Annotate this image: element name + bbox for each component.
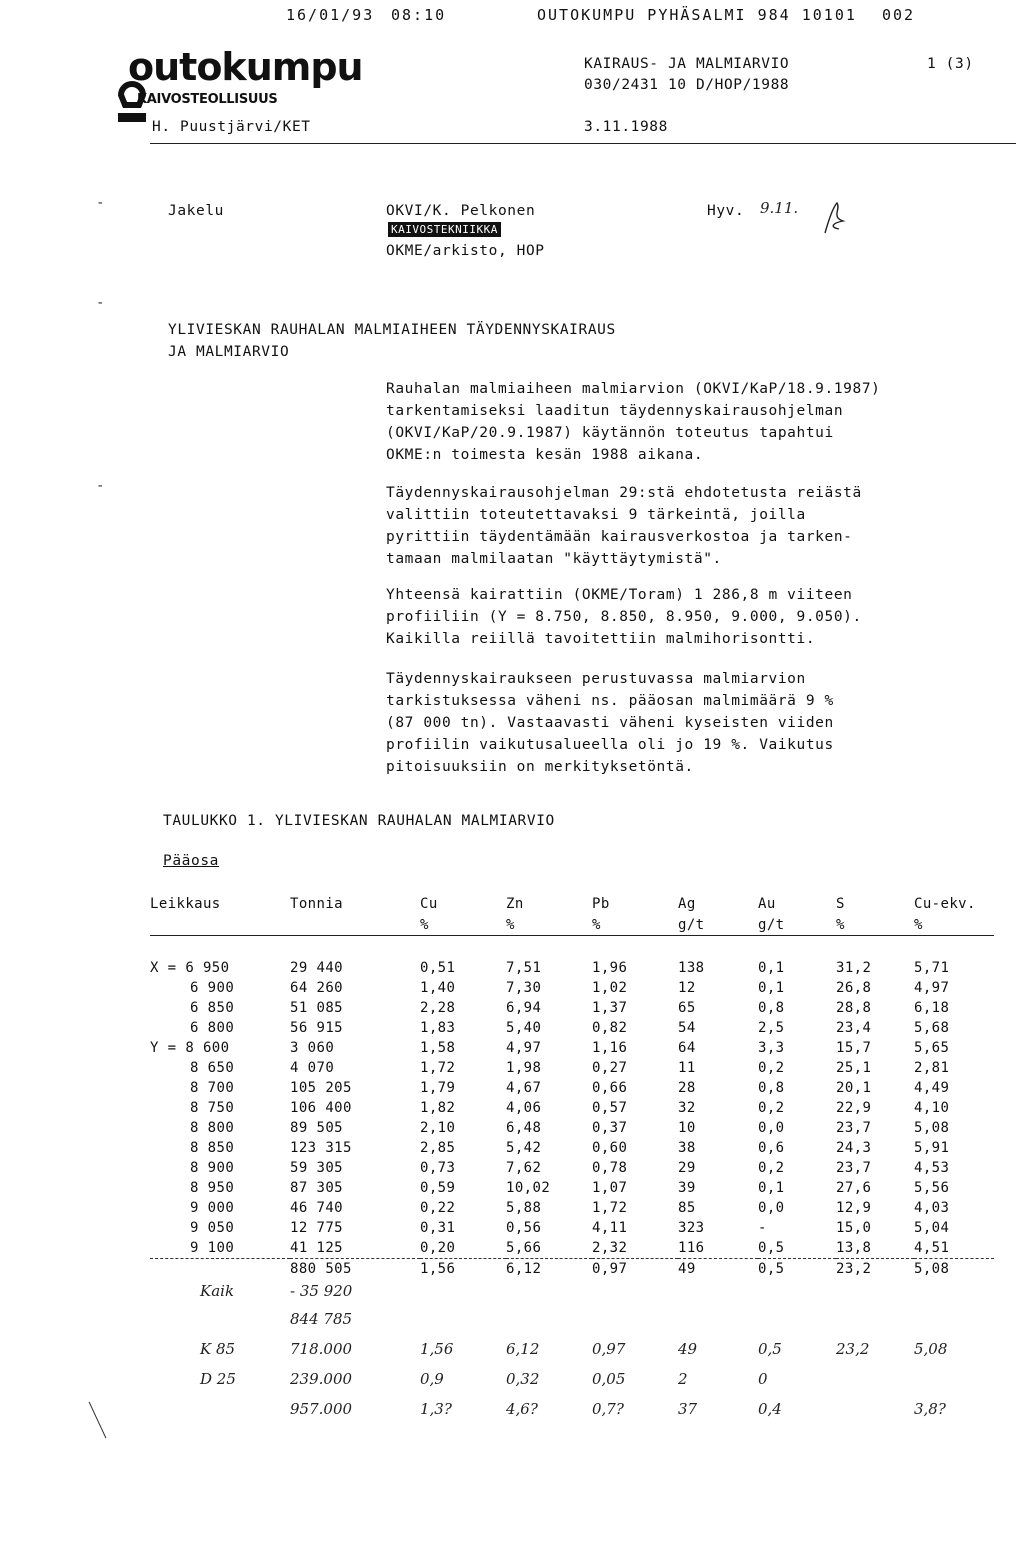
table-cell: 26,8: [836, 980, 872, 996]
table-cell: 23,7: [836, 1160, 872, 1176]
table-row: [150, 1138, 994, 1158]
handwritten-cell: 3,8?: [914, 1400, 946, 1418]
department-stamp: KAIVOSTEKNIIKKA: [388, 222, 501, 237]
main-heading-line2: JA MALMIARVIO: [168, 344, 290, 360]
doc-date: 3.11.1988: [584, 119, 668, 135]
distribution-archive: OKME/arkisto, HOP: [386, 243, 545, 259]
table-cell: 0,0: [758, 1120, 785, 1136]
table-cell: 59 305: [290, 1160, 343, 1176]
col-header: Leikkaus: [150, 895, 221, 912]
table-row: [150, 1078, 994, 1098]
distribution-label: Jakelu: [168, 203, 224, 219]
table-cell: 0,1: [758, 1180, 785, 1196]
table-cell: 85: [678, 1200, 696, 1216]
handwritten-cell: - 35 920: [290, 1282, 353, 1300]
table-cell: 1,40: [420, 980, 456, 996]
table-cell: 0,82: [592, 1020, 628, 1036]
table-cell: 0,5: [758, 1240, 785, 1256]
handwritten-cell: 0,5: [758, 1340, 782, 1358]
table-cell: 12: [678, 980, 696, 996]
table-cell: 22,9: [836, 1100, 872, 1116]
table-cell: Y = 8 600: [150, 1040, 230, 1056]
table-cell: 4,11: [592, 1220, 628, 1236]
table-cell: 1,58: [420, 1040, 456, 1056]
table-cell: 65: [678, 1000, 696, 1016]
table-cell: X = 6 950: [150, 960, 230, 976]
table-cell: 6,18: [914, 1000, 950, 1016]
table-cell: 38: [678, 1140, 696, 1156]
table-cell: 0,22: [420, 1200, 456, 1216]
handwritten-cell: 957.000: [290, 1400, 353, 1418]
table-cell: 0,51: [420, 960, 456, 976]
table-cell: 2,81: [914, 1060, 950, 1076]
ore-table: [150, 893, 994, 1279]
table-cell: 2,85: [420, 1140, 456, 1156]
margin-mark: -: [96, 478, 105, 494]
logo-division: KAIVOSTEOLLISUUS: [137, 92, 278, 107]
doc-title: KAIRAUS- JA MALMIARVIO: [584, 56, 790, 72]
col-header: S: [836, 895, 845, 912]
handwritten-cell: 37: [678, 1400, 698, 1418]
paragraph-4: Täydennyskairaukseen perustuvassa malmiarvion tarkistuksessa väheni ns. pääosan malmimäärä 9 % (87 000 tn). Vastaavasti väheni kyseisten viiden profiilin vaikutusalueella oli jo 19 %. Vaikutus pitoisuuksiin on merkityksetöntä.: [386, 671, 834, 775]
table-caption: TAULUKKO 1. YLIVIESKAN RAUHALAN MALMIARVIO: [163, 813, 555, 829]
table-row: [150, 998, 994, 1018]
table-cell: 4,67: [506, 1080, 542, 1096]
paragraph-1: Rauhalan malmiaiheen malmiarvion (OKVI/KaP/18.9.1987) tarkentamiseksi laaditun täydennyskairausohjelman (OKVI/KaP/20.9.1987) käytännön toteutus tapahtui OKME:n toimesta kesän 1988 aikana.: [386, 381, 881, 463]
table-cell: 11: [678, 1060, 696, 1076]
table-cell: 0,2: [758, 1160, 785, 1176]
table-cell: 24,3: [836, 1140, 872, 1156]
col-header: Cu-ekv.: [914, 895, 976, 912]
table-cell: 15,7: [836, 1040, 872, 1056]
table-cell: 0,60: [592, 1140, 628, 1156]
table-cell: 8 650: [190, 1060, 235, 1076]
handwritten-cell: 0: [758, 1370, 768, 1388]
table-cell: 0,59: [420, 1180, 456, 1196]
table-row: [150, 1218, 994, 1238]
table-cell: 4,53: [914, 1160, 950, 1176]
col-header: Tonnia: [290, 895, 343, 912]
doc-author: H. Puustjärvi/KET: [152, 119, 311, 135]
fax-date: 16/01/93: [286, 6, 375, 24]
table-cell: 5,08: [914, 1120, 950, 1136]
col-header: Pb: [592, 895, 610, 912]
table-cell: -: [758, 1220, 767, 1236]
table-cell: 28: [678, 1080, 696, 1096]
table-cell: 106 400: [290, 1100, 352, 1116]
table-cell: 28,8: [836, 1000, 872, 1016]
table-cell: 0,78: [592, 1160, 628, 1176]
table-cell: 54: [678, 1020, 696, 1036]
table-cell: 12 775: [290, 1220, 343, 1236]
handwritten-cell: 0,05: [592, 1370, 626, 1388]
table-cell: 9 000: [190, 1200, 235, 1216]
table-cell: 4,10: [914, 1100, 950, 1116]
handwritten-cell: 6,12: [506, 1340, 540, 1358]
table-cell: 39: [678, 1180, 696, 1196]
handwritten-cell: 844 785: [290, 1310, 353, 1328]
table-cell: 41 125: [290, 1240, 343, 1256]
table-cell: 10,02: [506, 1180, 551, 1196]
table-row: [150, 1238, 994, 1259]
table-cell: 4,06: [506, 1100, 542, 1116]
table-row: [150, 978, 994, 998]
table-cell: 5,91: [914, 1140, 950, 1156]
table-cell: 6 800: [190, 1020, 235, 1036]
table-row: [150, 1018, 994, 1038]
table-cell: 1,79: [420, 1080, 456, 1096]
table-cell: 20,1: [836, 1080, 872, 1096]
handwritten-cell: 239.000: [290, 1370, 353, 1388]
table-cell: 0,2: [758, 1100, 785, 1116]
table-cell: 6,48: [506, 1120, 542, 1136]
table-cell: 5,40: [506, 1020, 542, 1036]
table-cell: 0,37: [592, 1120, 628, 1136]
table-cell: 2,10: [420, 1120, 456, 1136]
table-cell: 46 740: [290, 1200, 343, 1216]
table-cell: 0,8: [758, 1080, 785, 1096]
table-row: [150, 1158, 994, 1178]
table-cell: 12,9: [836, 1200, 872, 1216]
table-cell: 323: [678, 1220, 705, 1236]
table-cell: 51 085: [290, 1000, 343, 1016]
col-header: Zn: [506, 895, 524, 912]
table-cell: 1,07: [592, 1180, 628, 1196]
paragraph-2: Täydennyskairausohjelman 29:stä ehdotetusta reiästä valittiin toteutettavaksi 9 tärkeintä, joilla pyrittiin täydentämään kairausverkostoa ja tarken- tamaan malmilaatan "käyttäytymistä".: [386, 485, 862, 567]
main-heading-line1: YLIVIESKAN RAUHALAN MALMIAIHEEN TÄYDENNYSKAIRAUS: [168, 322, 616, 338]
table-cell: 4,97: [506, 1040, 542, 1056]
outokumpu-logo-icon: [98, 56, 128, 104]
handwritten-cell: 2: [678, 1370, 688, 1388]
table-cell: 9 100: [190, 1240, 235, 1256]
table-cell: 4,49: [914, 1080, 950, 1096]
table-cell: 89 505: [290, 1120, 343, 1136]
table-cell: 2,32: [592, 1240, 628, 1256]
table-cell: 5,68: [914, 1020, 950, 1036]
table-row: [150, 1178, 994, 1198]
signature-icon: [800, 180, 849, 243]
table-cell: 4,51: [914, 1240, 950, 1256]
handwritten-cell: 0,7?: [592, 1400, 624, 1418]
handwritten-cell: 49: [678, 1340, 698, 1358]
table-cell: 123 315: [290, 1140, 352, 1156]
doc-reference: 030/2431 10 D/HOP/1988: [584, 77, 790, 93]
table-cell: 2,5: [758, 1020, 785, 1036]
table-cell: 7,30: [506, 980, 542, 996]
table-row: [150, 936, 994, 979]
col-header: Ag: [678, 895, 696, 912]
table-cell: 138: [678, 960, 705, 976]
table-cell: 5,56: [914, 1180, 950, 1196]
table-cell: 1,72: [592, 1200, 628, 1216]
table-cell: 4,03: [914, 1200, 950, 1216]
handwritten-cell: 0,9: [420, 1370, 444, 1388]
table-cell: 29 440: [290, 960, 343, 976]
table-header-row: [150, 893, 994, 914]
table-cell: 1,72: [420, 1060, 456, 1076]
logo-wordmark: outokumpu: [128, 45, 363, 89]
handwritten-cell: 23,2: [836, 1340, 870, 1358]
table-cell: 5,66: [506, 1240, 542, 1256]
col-header: Cu: [420, 895, 438, 912]
table-cell: 4 070: [290, 1060, 335, 1076]
table-cell: 5,42: [506, 1140, 542, 1156]
handwritten-cell: 0,32: [506, 1370, 540, 1388]
table-cell: 0,73: [420, 1160, 456, 1176]
table-cell: 0,56: [506, 1220, 542, 1236]
handwritten-cell: 718.000: [290, 1340, 353, 1358]
approval-label: Hyv.: [707, 203, 745, 219]
table-cell: 25,1: [836, 1060, 872, 1076]
table-row: [150, 1038, 994, 1058]
table-cell: 32: [678, 1100, 696, 1116]
table-cell: 5,04: [914, 1220, 950, 1236]
table-cell: 9 050: [190, 1220, 235, 1236]
table-cell: 7,51: [506, 960, 542, 976]
table-cell: 8 850: [190, 1140, 235, 1156]
handwritten-cell: 1,3?: [420, 1400, 452, 1418]
table-cell: 31,2: [836, 960, 872, 976]
col-header: Au: [758, 895, 776, 912]
table-cell: 8 950: [190, 1180, 235, 1196]
table-cell: 0,1: [758, 960, 785, 976]
table-cell: 105 205: [290, 1080, 352, 1096]
table-cell: 1,98: [506, 1060, 542, 1076]
table-cell: 10: [678, 1120, 696, 1136]
table-row: [150, 1098, 994, 1118]
handwritten-cell: 0,4: [758, 1400, 782, 1418]
table-cell: 1,96: [592, 960, 628, 976]
fax-sender: OUTOKUMPU PYHÄSALMI 984 10101: [537, 6, 857, 24]
table-body: [150, 936, 994, 1259]
margin-mark: -: [96, 195, 105, 211]
table-cell: 23,4: [836, 1020, 872, 1036]
table-cell: 87 305: [290, 1180, 343, 1196]
header-rule: [150, 143, 1016, 144]
margin-line: [89, 1402, 107, 1439]
table-cell: 64 260: [290, 980, 343, 996]
table-cell: 116: [678, 1240, 705, 1256]
table-cell: 0,2: [758, 1060, 785, 1076]
handwritten-cell: D 25: [200, 1370, 236, 1388]
table-cell: 1,16: [592, 1040, 628, 1056]
table-cell: 27,6: [836, 1180, 872, 1196]
table-cell: 6 850: [190, 1000, 235, 1016]
table-cell: 1,02: [592, 980, 628, 996]
handwritten-cell: Kaik: [200, 1282, 235, 1300]
table-cell: 0,31: [420, 1220, 456, 1236]
table-cell: 0,66: [592, 1080, 628, 1096]
table-cell: 6,94: [506, 1000, 542, 1016]
table-cell: 0,20: [420, 1240, 456, 1256]
table-row: [150, 1058, 994, 1078]
margin-mark: -: [96, 295, 105, 311]
table-cell: 13,8: [836, 1240, 872, 1256]
table-subheading: Pääosa: [163, 853, 219, 869]
table-cell: 4,97: [914, 980, 950, 996]
table-units-row: % % % g/t g/t % %: [150, 914, 994, 936]
fax-page: 002: [882, 6, 916, 24]
table-cell: 0,0: [758, 1200, 785, 1216]
table-cell: 8 700: [190, 1080, 235, 1096]
table-total-row: 880 505 1,56 6,12 0,97 49 0,5 23,2 5,08: [150, 1259, 994, 1280]
table-cell: 8 750: [190, 1100, 235, 1116]
table-cell: 5,65: [914, 1040, 950, 1056]
table-cell: 15,0: [836, 1220, 872, 1236]
table-cell: 5,71: [914, 960, 950, 976]
table-row: [150, 1198, 994, 1218]
table-row: [150, 1118, 994, 1138]
handwritten-cell: K 85: [200, 1340, 236, 1358]
table-cell: 29: [678, 1160, 696, 1176]
handwritten-cell: 5,08: [914, 1340, 948, 1358]
table-cell: 7,62: [506, 1160, 542, 1176]
handwritten-cell: 1,56: [420, 1340, 454, 1358]
table-cell: 0,27: [592, 1060, 628, 1076]
approval-mark: 9.11.: [760, 199, 799, 217]
table-cell: 0,8: [758, 1000, 785, 1016]
table-cell: 1,82: [420, 1100, 456, 1116]
table-cell: 23,7: [836, 1120, 872, 1136]
table-cell: 2,28: [420, 1000, 456, 1016]
table-cell: 5,88: [506, 1200, 542, 1216]
doc-page-number: 1 (3): [927, 56, 974, 72]
table-cell: 0,6: [758, 1140, 785, 1156]
handwritten-cell: 0,97: [592, 1340, 626, 1358]
table-cell: 64: [678, 1040, 696, 1056]
handwritten-cell: 4,6?: [506, 1400, 538, 1418]
table-cell: 56 915: [290, 1020, 343, 1036]
paragraph-3: Yhteensä kairattiin (OKME/Toram) 1 286,8 m viiteen profiiliin (Y = 8.750, 8.850, 8.950, 9.000, 9.050). Kaikilla reiillä tavoitettiin malmihorisontti.: [386, 587, 862, 647]
table-cell: 8 900: [190, 1160, 235, 1176]
table-cell: 3 060: [290, 1040, 335, 1056]
fax-time: 08:10: [391, 6, 447, 24]
table-cell: 1,37: [592, 1000, 628, 1016]
table-cell: 0,1: [758, 980, 785, 996]
table-cell: 0,57: [592, 1100, 628, 1116]
table-cell: 6 900: [190, 980, 235, 996]
distribution-recipient: OKVI/K. Pelkonen: [386, 203, 536, 219]
table-cell: 3,3: [758, 1040, 785, 1056]
table-cell: 8 800: [190, 1120, 235, 1136]
table-cell: 1,83: [420, 1020, 456, 1036]
